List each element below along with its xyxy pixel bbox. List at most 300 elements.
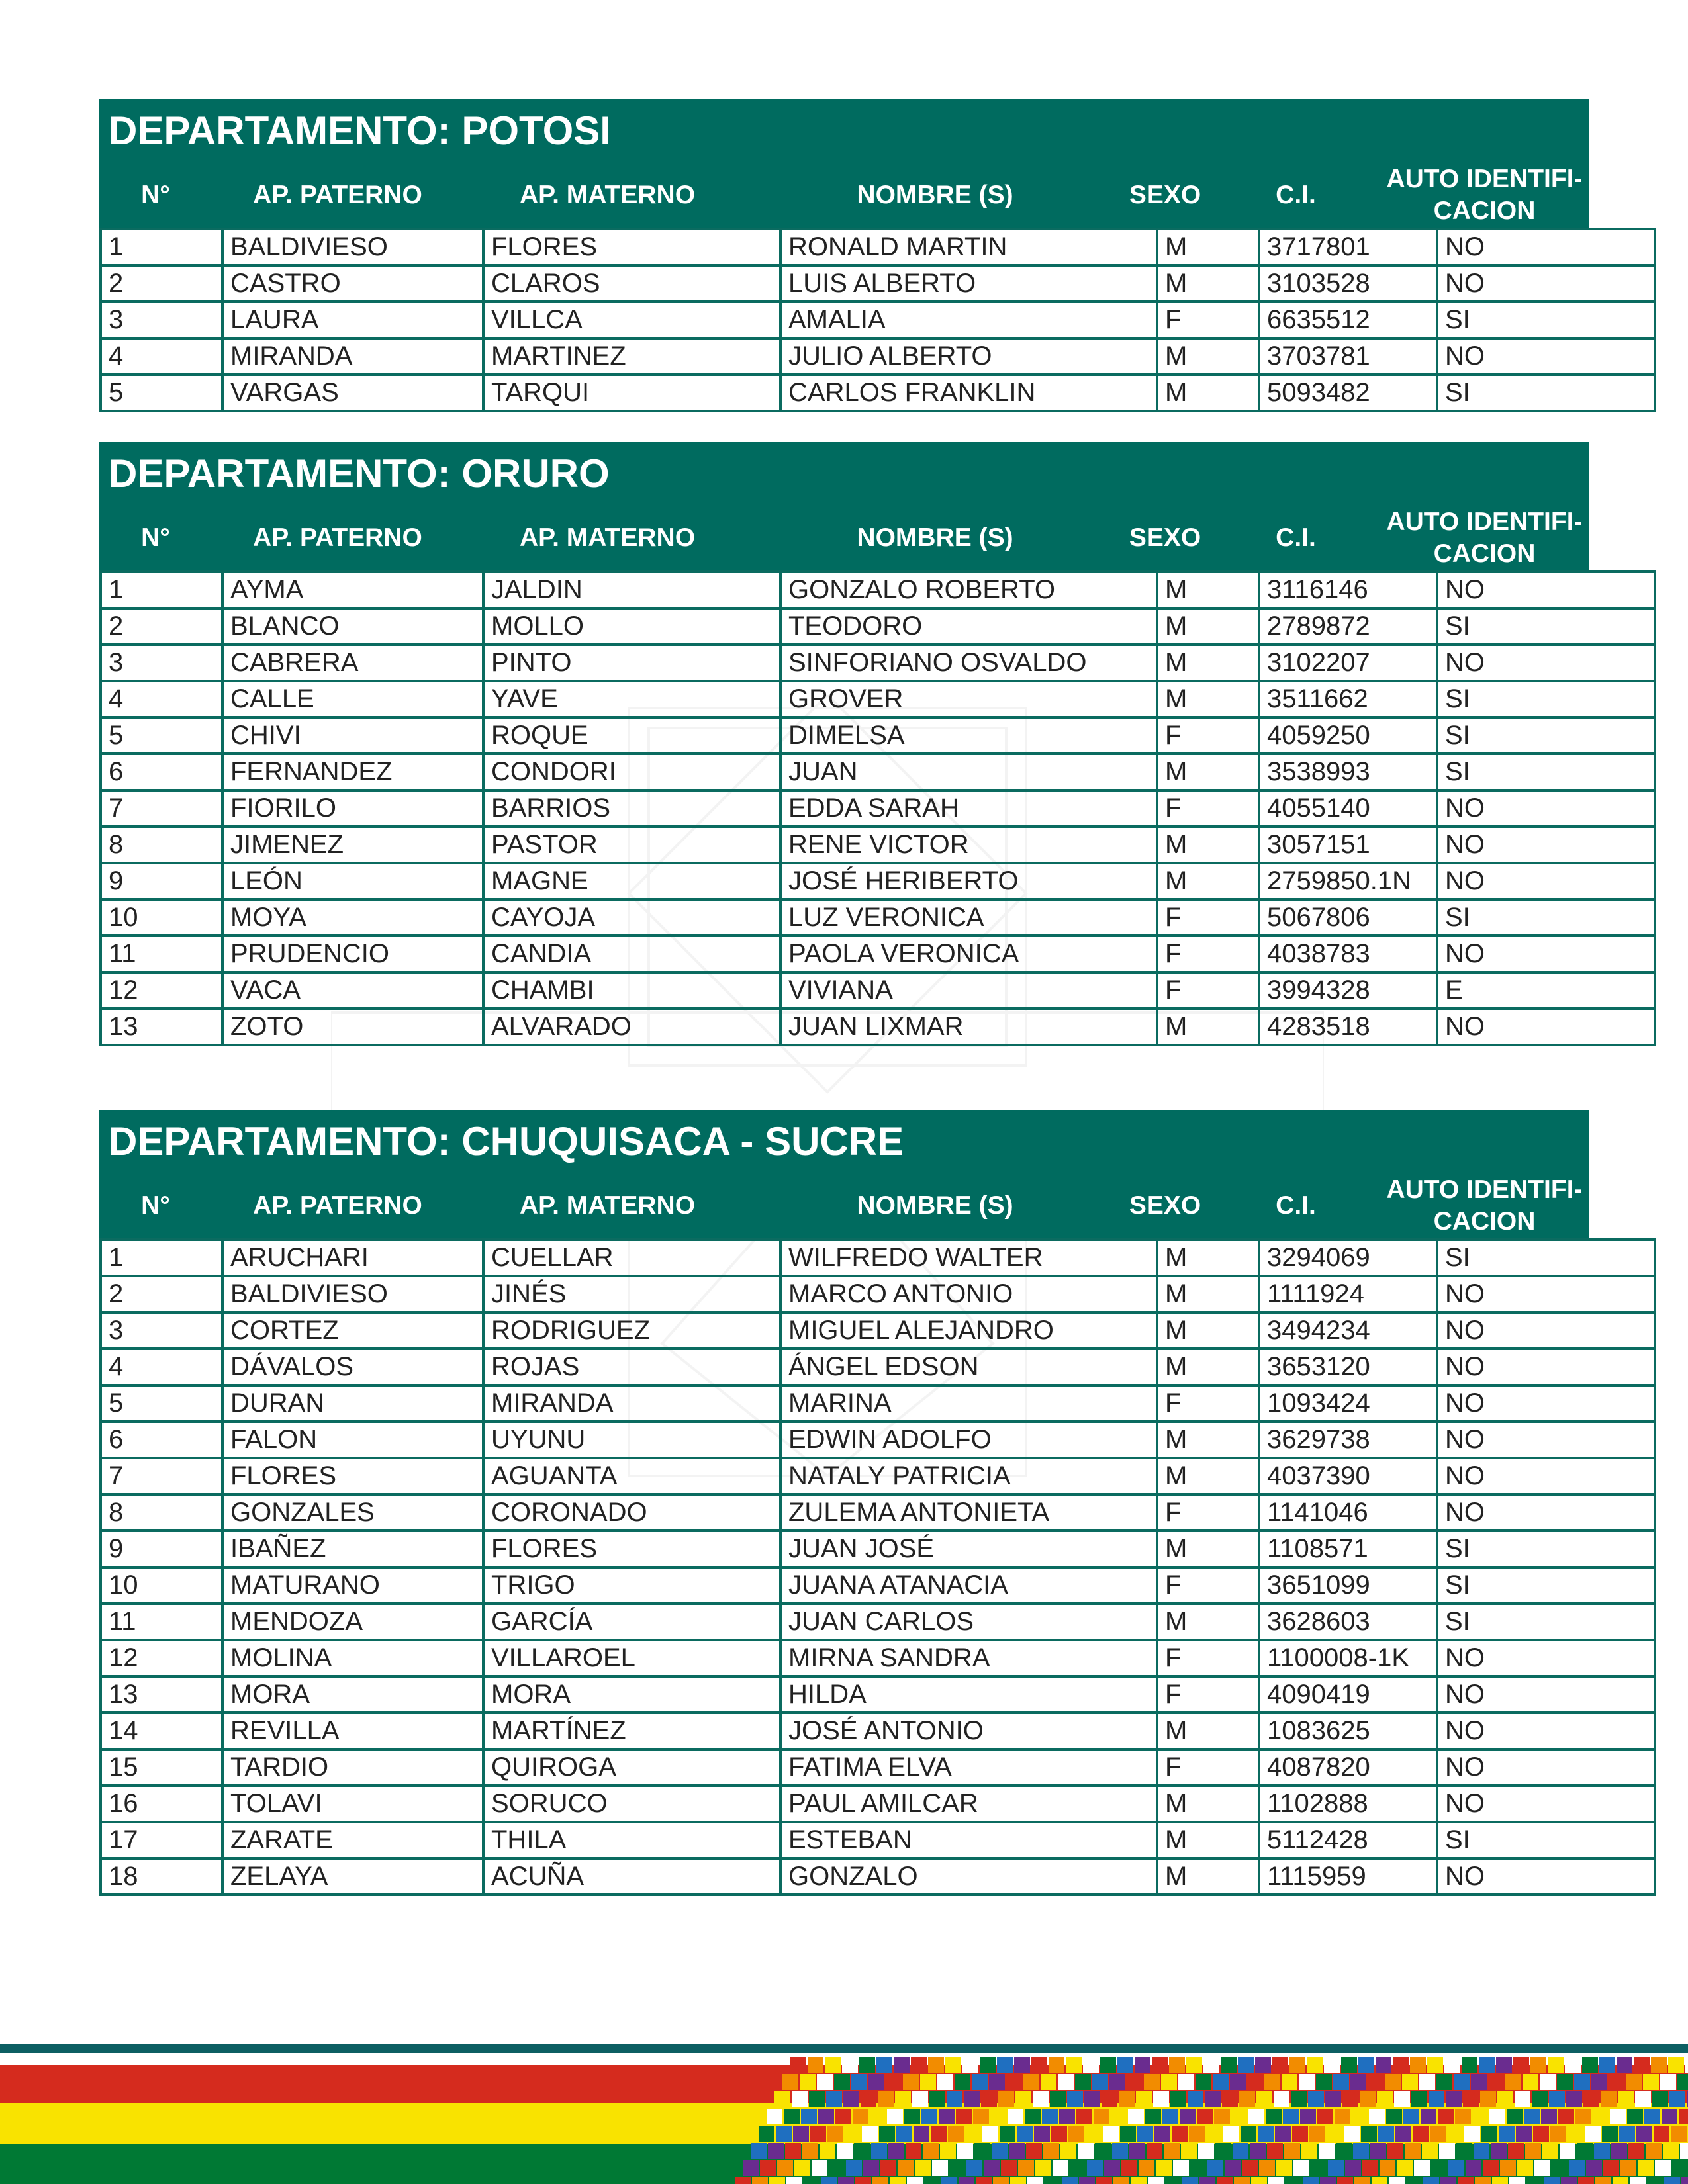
- wiphala-square: [1014, 2057, 1030, 2073]
- wiphala-square: [915, 2160, 931, 2176]
- table-row: [101, 1494, 1655, 1531]
- wiphala-square: [1092, 2074, 1108, 2090]
- cell-number: 2: [101, 265, 222, 302]
- wiphala-square: [1496, 2057, 1512, 2073]
- wiphala-square: [1421, 2109, 1436, 2124]
- cell-number: 2: [101, 608, 222, 645]
- wiphala-square: [1034, 2126, 1050, 2142]
- wiphala-square: [1643, 2074, 1659, 2090]
- wiphala-square: [1405, 2143, 1421, 2159]
- wiphala-square: [1096, 2177, 1112, 2184]
- col-header-ci: C.I.: [1276, 181, 1316, 209]
- wiphala-square: [1436, 2074, 1452, 2090]
- cell-auto-identificacion: NO: [1437, 265, 1655, 302]
- wiphala-square: [1515, 2091, 1530, 2107]
- wiphala-square: [1035, 2160, 1051, 2176]
- wiphala-square: [1655, 2160, 1671, 2176]
- wiphala-square: [1354, 2177, 1370, 2184]
- cell-nombre: ESTEBAN: [780, 1822, 1157, 1858]
- wiphala-square: [1095, 2143, 1111, 2159]
- wiphala-square: [1586, 2160, 1602, 2176]
- table-row: [101, 375, 1655, 411]
- cell-ap-paterno: VACA: [222, 972, 483, 1009]
- cell-ap-materno: CANDIA: [483, 936, 780, 972]
- wiphala-square: [1617, 2057, 1632, 2073]
- wiphala-square: [801, 2109, 817, 2124]
- wiphala-square: [1309, 2126, 1325, 2142]
- cell-sexo: M: [1157, 645, 1259, 681]
- cell-ap-paterno: REVILLA: [222, 1713, 483, 1749]
- wiphala-square: [1127, 2074, 1143, 2090]
- cell-ci: 3653120: [1259, 1349, 1437, 1385]
- wiphala-square: [800, 2074, 816, 2090]
- wiphala-square: [1144, 2074, 1160, 2090]
- wiphala-square: [1492, 2177, 1508, 2184]
- wiphala-square: [846, 2160, 862, 2176]
- col-header-auto-line2: CACION: [1433, 197, 1536, 225]
- cell-auto-identificacion: NO: [1437, 338, 1655, 375]
- table-row: [101, 1604, 1655, 1640]
- wiphala-square: [752, 2177, 768, 2184]
- cell-auto-identificacion: SI: [1437, 608, 1655, 645]
- wiphala-square: [821, 2177, 837, 2184]
- cell-ap-materno: RODRIGUEZ: [483, 1312, 780, 1349]
- wiphala-square: [1327, 2126, 1342, 2142]
- cell-number: 16: [101, 1786, 222, 1822]
- col-header-auto-identificacion: [1380, 506, 1589, 570]
- cell-ci: 4037390: [1259, 1458, 1437, 1494]
- cell-auto-identificacion: NO: [1437, 1713, 1655, 1749]
- table-row: [101, 681, 1655, 717]
- cell-ap-paterno: LEÓN: [222, 863, 483, 899]
- section-chuquisaca-sucre: [99, 1110, 1589, 1896]
- cell-ci: 1141046: [1259, 1494, 1437, 1531]
- wiphala-square: [871, 2143, 887, 2159]
- cell-nombre: PAUL AMILCAR: [780, 1786, 1157, 1822]
- wiphala-square: [777, 2160, 793, 2176]
- cell-ap-paterno: FIORILO: [222, 790, 483, 827]
- wiphala-square: [1154, 2126, 1170, 2142]
- wiphala-square: [957, 2143, 973, 2159]
- wiphala-square: [1411, 2091, 1427, 2107]
- table-row: [101, 827, 1655, 863]
- cell-sexo: M: [1157, 338, 1259, 375]
- wiphala-square: [808, 2057, 823, 2073]
- wiphala-square: [1291, 2091, 1307, 2107]
- wiphala-square: [959, 2177, 974, 2184]
- cell-nombre: HILDA: [780, 1676, 1157, 1713]
- wiphala-square: [1602, 2126, 1618, 2142]
- wiphala-square: [1049, 2057, 1064, 2073]
- wiphala-square: [1488, 2074, 1504, 2090]
- cell-ap-paterno: IBAÑEZ: [222, 1531, 483, 1567]
- cell-auto-identificacion: SI: [1437, 1531, 1655, 1567]
- cell-ap-materno: ROQUE: [483, 717, 780, 754]
- wiphala-square: [1045, 2177, 1060, 2184]
- wiphala-square: [1000, 2126, 1015, 2142]
- wiphala-square: [1300, 2109, 1316, 2124]
- wiphala-square: [1251, 2177, 1267, 2184]
- cell-ap-materno: VILLCA: [483, 302, 780, 338]
- cell-nombre: SINFORIANO OSVALDO: [780, 645, 1157, 681]
- wiphala-square: [1440, 2177, 1456, 2184]
- wiphala-square: [812, 2160, 827, 2176]
- wiphala-square: [1156, 2160, 1172, 2176]
- wiphala-square: [1333, 2074, 1349, 2090]
- wiphala-square: [1677, 2074, 1688, 2090]
- wiphala-square: [949, 2160, 965, 2176]
- wiphala-square: [1196, 2074, 1211, 2090]
- wiphala-square: [984, 2160, 1000, 2176]
- cell-sexo: F: [1157, 790, 1259, 827]
- cell-nombre: WILFREDO WALTER: [780, 1240, 1157, 1276]
- section-title: DEPARTAMENTO: POTOSI: [109, 109, 611, 153]
- cell-number: 12: [101, 972, 222, 1009]
- cell-ap-materno: CONDORI: [483, 754, 780, 790]
- footer-top-line: [0, 2044, 1688, 2053]
- col-header-sexo: SEXO: [1129, 1191, 1201, 1220]
- wiphala-square: [1086, 2126, 1102, 2142]
- wiphala-square: [1231, 2109, 1247, 2124]
- wiphala-square: [1500, 2160, 1516, 2176]
- cell-ap-materno: QUIROGA: [483, 1749, 780, 1786]
- cell-sexo: M: [1157, 1422, 1259, 1458]
- wiphala-square: [1601, 2091, 1617, 2107]
- wiphala-square: [989, 2074, 1005, 2090]
- wiphala-square: [898, 2160, 914, 2176]
- wiphala-square: [997, 2057, 1013, 2073]
- wiphala-square: [880, 2160, 896, 2176]
- wiphala-square: [1599, 2057, 1615, 2073]
- table-row: [101, 1422, 1655, 1458]
- wiphala-square: [854, 2143, 870, 2159]
- wiphala-square: [895, 2091, 911, 2107]
- cell-ap-materno: CORONADO: [483, 1494, 780, 1531]
- wiphala-square: [1289, 2057, 1305, 2073]
- cell-ap-paterno: MORA: [222, 1676, 483, 1713]
- wiphala-square: [1272, 2057, 1288, 2073]
- wiphala-square: [820, 2143, 835, 2159]
- wiphala-square: [1549, 2091, 1565, 2107]
- wiphala-square: [1439, 2143, 1455, 2159]
- cell-auto-identificacion: NO: [1437, 229, 1655, 265]
- wiphala-square: [1458, 2177, 1474, 2184]
- wiphala-square: [1078, 2143, 1094, 2159]
- cell-auto-identificacion: SI: [1437, 717, 1655, 754]
- wiphala-square: [903, 2074, 919, 2090]
- wiphala-square: [853, 2109, 868, 2124]
- cell-auto-identificacion: NO: [1437, 1786, 1655, 1822]
- cell-number: 6: [101, 754, 222, 790]
- cell-number: 3: [101, 645, 222, 681]
- cell-sexo: M: [1157, 827, 1259, 863]
- cell-nombre: CARLOS FRANKLIN: [780, 375, 1157, 411]
- wiphala-square: [955, 2074, 970, 2090]
- col-header-auto-line2: CACION: [1433, 539, 1536, 568]
- wiphala-square: [1530, 2057, 1546, 2073]
- wiphala-square: [1060, 2143, 1076, 2159]
- cell-number: 9: [101, 1531, 222, 1567]
- wiphala-square: [1275, 2126, 1291, 2142]
- wiphala-square: [1680, 2143, 1688, 2159]
- wiphala-square: [1182, 2177, 1198, 2184]
- wiphala-square: [1214, 2109, 1230, 2124]
- wiphala-square: [1027, 2177, 1043, 2184]
- wiphala-square: [1431, 2160, 1447, 2176]
- wiphala-square: [1360, 2091, 1376, 2107]
- wiphala-square: [956, 2109, 972, 2124]
- wiphala-square: [1173, 2160, 1189, 2176]
- wiphala-square: [1111, 2109, 1127, 2124]
- cell-nombre: JUAN CARLOS: [780, 1604, 1157, 1640]
- wiphala-square: [964, 2091, 980, 2107]
- wiphala-square: [948, 2126, 964, 2142]
- wiphala-square: [837, 2143, 853, 2159]
- cell-nombre: GROVER: [780, 681, 1157, 717]
- cell-number: 15: [101, 1749, 222, 1786]
- wiphala-square: [1613, 2177, 1628, 2184]
- cell-sexo: F: [1157, 302, 1259, 338]
- cell-sexo: M: [1157, 1713, 1259, 1749]
- wiphala-square: [1169, 2057, 1185, 2073]
- wiphala-square: [1542, 2143, 1558, 2159]
- cell-ci: 4059250: [1259, 717, 1437, 754]
- wiphala-square: [1569, 2160, 1585, 2176]
- footer-flag-banner: [0, 2044, 1688, 2184]
- wiphala-square: [1256, 2091, 1272, 2107]
- wiphala-square: [1480, 2091, 1496, 2107]
- wiphala-square: [1646, 2143, 1662, 2159]
- wiphala-square: [1509, 2177, 1525, 2184]
- wiphala-square: [1402, 2074, 1418, 2090]
- cell-ap-paterno: CHIVI: [222, 717, 483, 754]
- wiphala-square: [1198, 2143, 1214, 2159]
- wiphala-square: [941, 2177, 957, 2184]
- wiphala-square: [1301, 2143, 1317, 2159]
- cell-auto-identificacion: SI: [1437, 1822, 1655, 1858]
- table-row: [101, 1276, 1655, 1312]
- cell-ap-paterno: CASTRO: [222, 265, 483, 302]
- wiphala-square: [1634, 2057, 1650, 2073]
- cell-sexo: M: [1157, 1009, 1259, 1045]
- cell-sexo: M: [1157, 229, 1259, 265]
- wiphala-square: [1574, 2074, 1590, 2090]
- table-row: [101, 1858, 1655, 1895]
- cell-number: 6: [101, 1422, 222, 1458]
- cell-ap-materno: PASTOR: [483, 827, 780, 863]
- cell-ci: 3538993: [1259, 754, 1437, 790]
- wiphala-square: [1031, 2057, 1047, 2073]
- wiphala-square: [1255, 2057, 1271, 2073]
- wiphala-square: [886, 2074, 902, 2090]
- cell-nombre: MARINA: [780, 1385, 1157, 1422]
- cell-ci: 2759850.1N: [1259, 863, 1437, 899]
- wiphala-square: [976, 2177, 992, 2184]
- wiphala-square: [1594, 2143, 1610, 2159]
- wiphala-square: [1558, 2109, 1574, 2124]
- wiphala-square: [1386, 2109, 1402, 2124]
- wiphala-square: [735, 2177, 751, 2184]
- wiphala-square: [1393, 2057, 1409, 2073]
- wiphala-square: [1427, 2057, 1443, 2073]
- cell-nombre: NATALY PATRICIA: [780, 1458, 1157, 1494]
- cell-sexo: M: [1157, 1858, 1259, 1895]
- cell-ap-materno: MIRANDA: [483, 1385, 780, 1422]
- wiphala-square: [1053, 2160, 1068, 2176]
- cell-auto-identificacion: NO: [1437, 1494, 1655, 1531]
- cell-ap-materno: BARRIOS: [483, 790, 780, 827]
- wiphala-square: [1223, 2126, 1239, 2142]
- cell-number: 3: [101, 1312, 222, 1349]
- cell-ci: 1102888: [1259, 1786, 1437, 1822]
- cell-number: 2: [101, 1276, 222, 1312]
- wiphala-square: [1669, 2091, 1685, 2107]
- wiphala-square: [1139, 2160, 1154, 2176]
- wiphala-square: [1471, 2074, 1487, 2090]
- wiphala-square: [1042, 2109, 1058, 2124]
- wiphala-square: [1540, 2074, 1556, 2090]
- wiphala-square: [1438, 2109, 1454, 2124]
- wiphala-square: [1264, 2074, 1280, 2090]
- wiphala-square: [993, 2177, 1009, 2184]
- col-header-ap-materno: AP. MATERNO: [519, 181, 696, 209]
- wiphala-square: [1370, 2143, 1386, 2159]
- cell-ci: 4087820: [1259, 1749, 1437, 1786]
- wiphala-square: [1497, 2091, 1513, 2107]
- section-oruro: [99, 442, 1589, 1046]
- wiphala-square: [1609, 2074, 1624, 2090]
- wiphala-square: [790, 2057, 806, 2073]
- wiphala-square: [1466, 2160, 1481, 2176]
- wiphala-square: [1419, 2074, 1435, 2090]
- cell-ap-paterno: DÁVALOS: [222, 1349, 483, 1385]
- data-table: [99, 1238, 1656, 1896]
- cell-ci: 6635512: [1259, 302, 1437, 338]
- cell-sexo: M: [1157, 1531, 1259, 1567]
- wiphala-square: [1628, 2143, 1644, 2159]
- table-row: [101, 572, 1655, 608]
- wiphala-square: [1350, 2074, 1366, 2090]
- wiphala-square: [1561, 2177, 1577, 2184]
- cell-ap-paterno: ZOTO: [222, 1009, 483, 1045]
- cell-ap-paterno: CABRERA: [222, 645, 483, 681]
- wiphala-square: [1009, 2143, 1025, 2159]
- wiphala-square: [1583, 2091, 1599, 2107]
- wiphala-square: [843, 2091, 859, 2107]
- wiphala-square: [1423, 2177, 1439, 2184]
- cell-nombre: ZULEMA ANTONIETA: [780, 1494, 1157, 1531]
- cell-nombre: LUZ VERONICA: [780, 899, 1157, 936]
- cell-ap-paterno: LAURA: [222, 302, 483, 338]
- wiphala-square: [1026, 2143, 1042, 2159]
- cell-auto-identificacion: NO: [1437, 936, 1655, 972]
- wiphala-square: [1311, 2160, 1327, 2176]
- wiphala-square: [769, 2177, 785, 2184]
- cell-auto-identificacion: NO: [1437, 1858, 1655, 1895]
- cell-ci: 2789872: [1259, 608, 1437, 645]
- wiphala-square: [1121, 2160, 1137, 2176]
- wiphala-square: [872, 2177, 888, 2184]
- wiphala-square: [1358, 2057, 1374, 2073]
- wiphala-square: [1248, 2109, 1264, 2124]
- wiphala-square: [1448, 2160, 1464, 2176]
- cell-sexo: M: [1157, 1240, 1259, 1276]
- col-header-nombre: NOMBRE (S): [857, 523, 1013, 552]
- table-row: [101, 1822, 1655, 1858]
- wiphala-square: [784, 2109, 800, 2124]
- cell-number: 10: [101, 1567, 222, 1604]
- wiphala-square: [1444, 2057, 1460, 2073]
- wiphala-square: [1353, 2143, 1369, 2159]
- wiphala-square: [1181, 2143, 1197, 2159]
- cell-ap-paterno: MOLINA: [222, 1640, 483, 1676]
- cell-number: 9: [101, 863, 222, 899]
- col-header-ap-paterno: AP. PATERNO: [253, 181, 422, 209]
- wiphala-square: [851, 2074, 867, 2090]
- wiphala-square: [842, 2057, 858, 2073]
- cell-auto-identificacion: SI: [1437, 681, 1655, 717]
- wiphala-square: [1638, 2160, 1654, 2176]
- cell-ap-materno: TRIGO: [483, 1567, 780, 1604]
- wiphala-square: [920, 2074, 936, 2090]
- table-row: [101, 1567, 1655, 1604]
- cell-nombre: FATIMA ELVA: [780, 1749, 1157, 1786]
- wiphala-square: [1508, 2143, 1524, 2159]
- cell-ci: 1083625: [1259, 1713, 1437, 1749]
- wiphala-square: [1161, 2074, 1177, 2090]
- wiphala-square: [1006, 2074, 1022, 2090]
- wiphala-square: [1345, 2160, 1361, 2176]
- wiphala-square: [1199, 2177, 1215, 2184]
- wiphala-square: [1397, 2160, 1413, 2176]
- wiphala-square: [1083, 2057, 1099, 2073]
- cell-ap-paterno: FALON: [222, 1422, 483, 1458]
- wiphala-square: [1342, 2091, 1358, 2107]
- wiphala-square: [981, 2091, 997, 2107]
- wiphala-square: [1213, 2074, 1229, 2090]
- wiphala-square: [904, 2109, 920, 2124]
- wiphala-square: [1205, 2091, 1221, 2107]
- wiphala-square: [751, 2143, 767, 2159]
- section-title: DEPARTAMENTO: CHUQUISACA - SUCRE: [109, 1119, 904, 1163]
- wiphala-square: [1222, 2091, 1238, 2107]
- cell-ap-paterno: MIRANDA: [222, 338, 483, 375]
- cell-number: 1: [101, 572, 222, 608]
- wiphala-square: [1619, 2126, 1635, 2142]
- cell-nombre: ÁNGEL EDSON: [780, 1349, 1157, 1385]
- wiphala-square: [1344, 2126, 1360, 2142]
- col-header-auto-line1: AUTO IDENTIFI-: [1386, 165, 1583, 193]
- wiphala-square: [1560, 2143, 1575, 2159]
- col-header-ci: C.I.: [1276, 523, 1316, 552]
- wiphala-square: [1017, 2126, 1033, 2142]
- wiphala-square: [1135, 2057, 1150, 2073]
- table-row: [101, 1385, 1655, 1422]
- wiphala-square: [1113, 2177, 1129, 2184]
- wiphala-square: [1186, 2057, 1202, 2073]
- wiphala-square: [1446, 2091, 1462, 2107]
- cell-sexo: F: [1157, 1640, 1259, 1676]
- wiphala-square: [1276, 2160, 1292, 2176]
- wiphala-square: [1284, 2143, 1300, 2159]
- wiphala-square: [992, 2143, 1008, 2159]
- cell-sexo: F: [1157, 1676, 1259, 1713]
- cell-ap-paterno: ARUCHARI: [222, 1240, 483, 1276]
- table-row: [101, 1009, 1655, 1045]
- column-header-row: [99, 1173, 1589, 1238]
- wiphala-square: [928, 2057, 944, 2073]
- wiphala-square: [1336, 2143, 1352, 2159]
